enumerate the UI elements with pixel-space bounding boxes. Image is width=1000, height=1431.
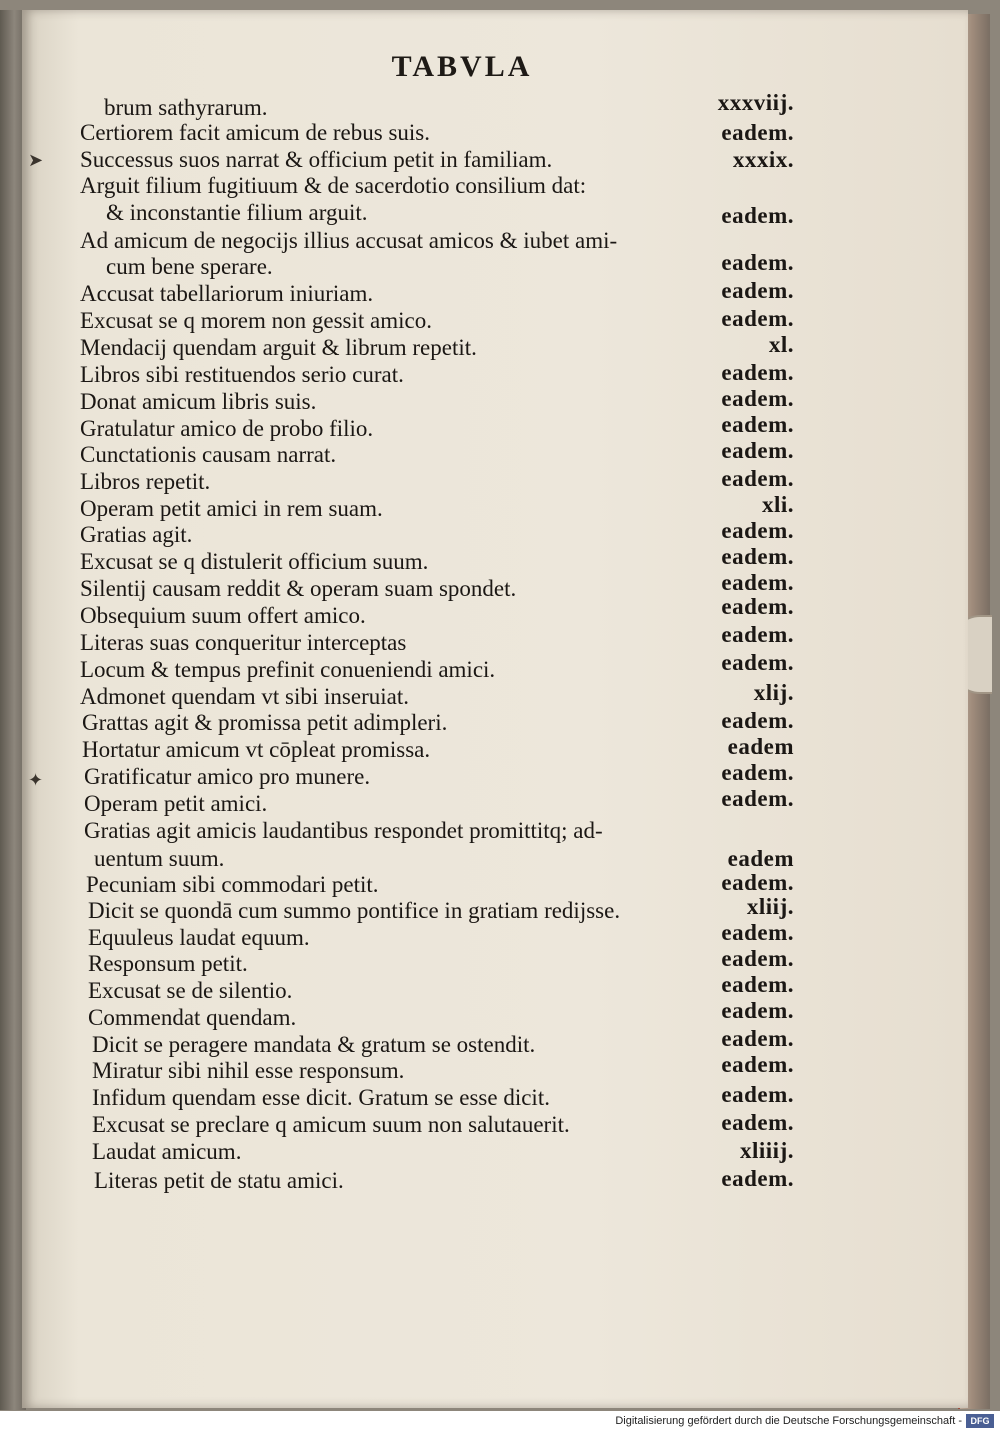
table-row [22,90,922,121]
entry-text: Locum & tempus prefinit conueniendi amici. [80,657,496,682]
entry-text: Literas suas conqueritur interceptas [80,630,407,655]
entry-text: Excusat se preclare q amicum suum non salutauerit. [92,1112,570,1137]
table-row [22,173,922,199]
table-row [22,200,922,226]
entry-text: Successus suos narrat & officium petit in familiam. [80,147,553,172]
entry-text: Cunctationis causam narrat. [80,442,337,467]
entry-folio-ref: xl. [768,332,794,357]
table-row [22,786,922,817]
entry-folio-ref: xlij. [753,680,794,705]
entry-text: Infidum quendam esse dicit. Gratum se esse dicit. [92,1085,550,1110]
table-row [22,680,922,710]
entry-folio-ref: eadem. [721,412,794,437]
entry-folio-ref: eadem. [721,438,794,463]
entry-text: brum sathyrarum. [104,95,268,120]
entry-folio-ref: eadem. [721,120,794,145]
entry-text: Operam petit amici in rem suam. [80,496,383,521]
entry-text: Arguit filium fugitiuum & de sacerdotio consilium dat: [80,173,587,198]
table-row [22,250,922,280]
entry-folio-ref: eadem. [721,786,794,811]
table-row [22,710,922,736]
entry-text: Gratulatur amico de probo filio. [80,416,374,441]
entry-text: Admonet quendam vt sibi inseruiat. [80,684,409,709]
entry-folio-ref: xliij. [746,894,794,919]
entry-folio-ref: eadem. [721,544,794,569]
entry-folio-ref: eadem. [721,594,794,619]
entry-text: Commendat quendam. [88,1005,297,1030]
entry-folio-ref: eadem [727,734,794,759]
entry-folio-ref: eadem. [721,920,794,945]
table-row [22,1139,922,1165]
entry-folio-ref: eadem. [721,622,794,647]
entry-text: cum bene sperare. [106,254,273,279]
entry-text: & inconstantie filium arguit. [106,200,368,225]
entry-folio-ref: eadem. [721,518,794,543]
table-row [22,1082,922,1111]
table-row [22,362,922,388]
entry-folio-ref: eadem. [721,1052,794,1077]
entry-folio-ref: eadem. [721,1166,794,1191]
entry-folio-ref: eadem. [721,972,794,997]
entry-folio-ref: eadem. [721,1082,794,1107]
entry-folio-ref: eadem. [721,708,794,733]
entry-folio-ref: xxxviij. [717,90,794,115]
table-row [22,120,922,146]
entry-text: Miratur sibi nihil esse responsum. [92,1058,405,1083]
table-row [22,438,922,468]
entry-folio-ref: eadem. [721,946,794,971]
entry-text: Operam petit amici. [84,791,268,816]
entry-folio-ref: eadem [727,846,794,871]
entry-text: Gratias agit amicis laudantibus respondet promittitq; ad- [84,818,603,843]
table-row [22,147,922,173]
entry-text: Literas petit de statu amici. [94,1168,344,1193]
margin-mark-icon: ✦ [28,770,44,790]
entry-text: Equuleus laudat equum. [88,925,310,950]
entry-folio-ref: eadem. [721,360,794,385]
entry-folio-ref: eadem. [721,203,794,228]
entry-folio-ref: eadem. [721,386,794,411]
entry-folio-ref: xliiij. [740,1138,794,1163]
entry-folio-ref: eadem. [721,998,794,1023]
entry-text: Laudat amicum. [92,1139,242,1164]
entry-folio-ref: eadem. [721,1110,794,1135]
entry-text: Mendacij quendam arguit & librum repetit. [80,335,477,360]
entry-text: Ad amicum de negocijs illius accusat amicos & iubet ami- [80,228,618,253]
entry-text: Excusat se de silentio. [88,978,293,1003]
entry-text: Responsum petit. [88,951,248,976]
table-row [22,1052,922,1084]
footer-bar [0,1411,1000,1431]
entry-text: Dicit se quondā cum summo pontifice in gratiam redijsse. [88,898,621,923]
footer-credit: Digitalisierung gefördert durch die Deutsche Forschungsgemeinschaft - [615,1415,962,1427]
entry-text: Certiorem facit amicum de rebus suis. [80,120,431,145]
entry-folio-ref: eadem. [721,760,794,785]
entry-folio-ref: eadem. [721,250,794,275]
table-row [22,278,922,307]
entry-folio-ref: eadem. [721,1026,794,1051]
entry-text: Obsequium suum offert amico. [80,603,366,628]
page-header: TABVLA [391,50,533,83]
entry-folio-ref: xxxix. [732,147,794,172]
table-of-contents [22,10,968,1408]
entry-text: Libros sibi restituendos serio curat. [80,362,404,387]
table-row [22,818,922,844]
table-row [22,308,922,334]
entry-text: uentum suum. [94,846,225,871]
entry-folio-ref: eadem. [721,570,794,595]
entry-text: Dicit se peragere mandata & gratum se ostendit. [92,1032,536,1057]
entry-text: Gratificatur amico pro munere. [84,764,371,789]
entry-folio-ref: xli. [761,492,794,517]
entry-text: Donat amicum libris suis. [80,389,317,414]
entry-folio-ref: eadem. [721,466,794,491]
entry-text: Gratias agit. [80,522,193,547]
entry-text: Pecuniam sibi commodari petit. [86,872,379,897]
table-row [22,846,922,872]
entry-folio-ref: eadem. [721,278,794,303]
entry-text: Excusat se q morem non gessit amico. [80,308,432,333]
dfg-logo: DFG [966,1414,994,1428]
entry-folio-ref: eadem. [721,870,794,895]
entry-text: Excusat se q distulerit officium suum. [80,549,429,574]
entry-text: Grattas agit & promissa petit adimpleri. [82,710,448,735]
entry-text: Silentij causam reddit & operam suam spondet. [80,576,517,601]
table-row [22,1112,922,1138]
entry-folio-ref: eadem. [721,650,794,675]
table-row [22,332,922,361]
table-row [22,1168,922,1194]
entry-text: Hortatur amicum vt cōpleat promissa. [82,737,431,762]
entry-text: Libros repetit. [80,469,211,494]
entry-text: Accusat tabellariorum iniuriam. [80,281,374,306]
margin-mark-icon: ➤ [28,150,44,170]
book-page [22,10,968,1408]
entry-folio-ref: eadem. [721,306,794,331]
